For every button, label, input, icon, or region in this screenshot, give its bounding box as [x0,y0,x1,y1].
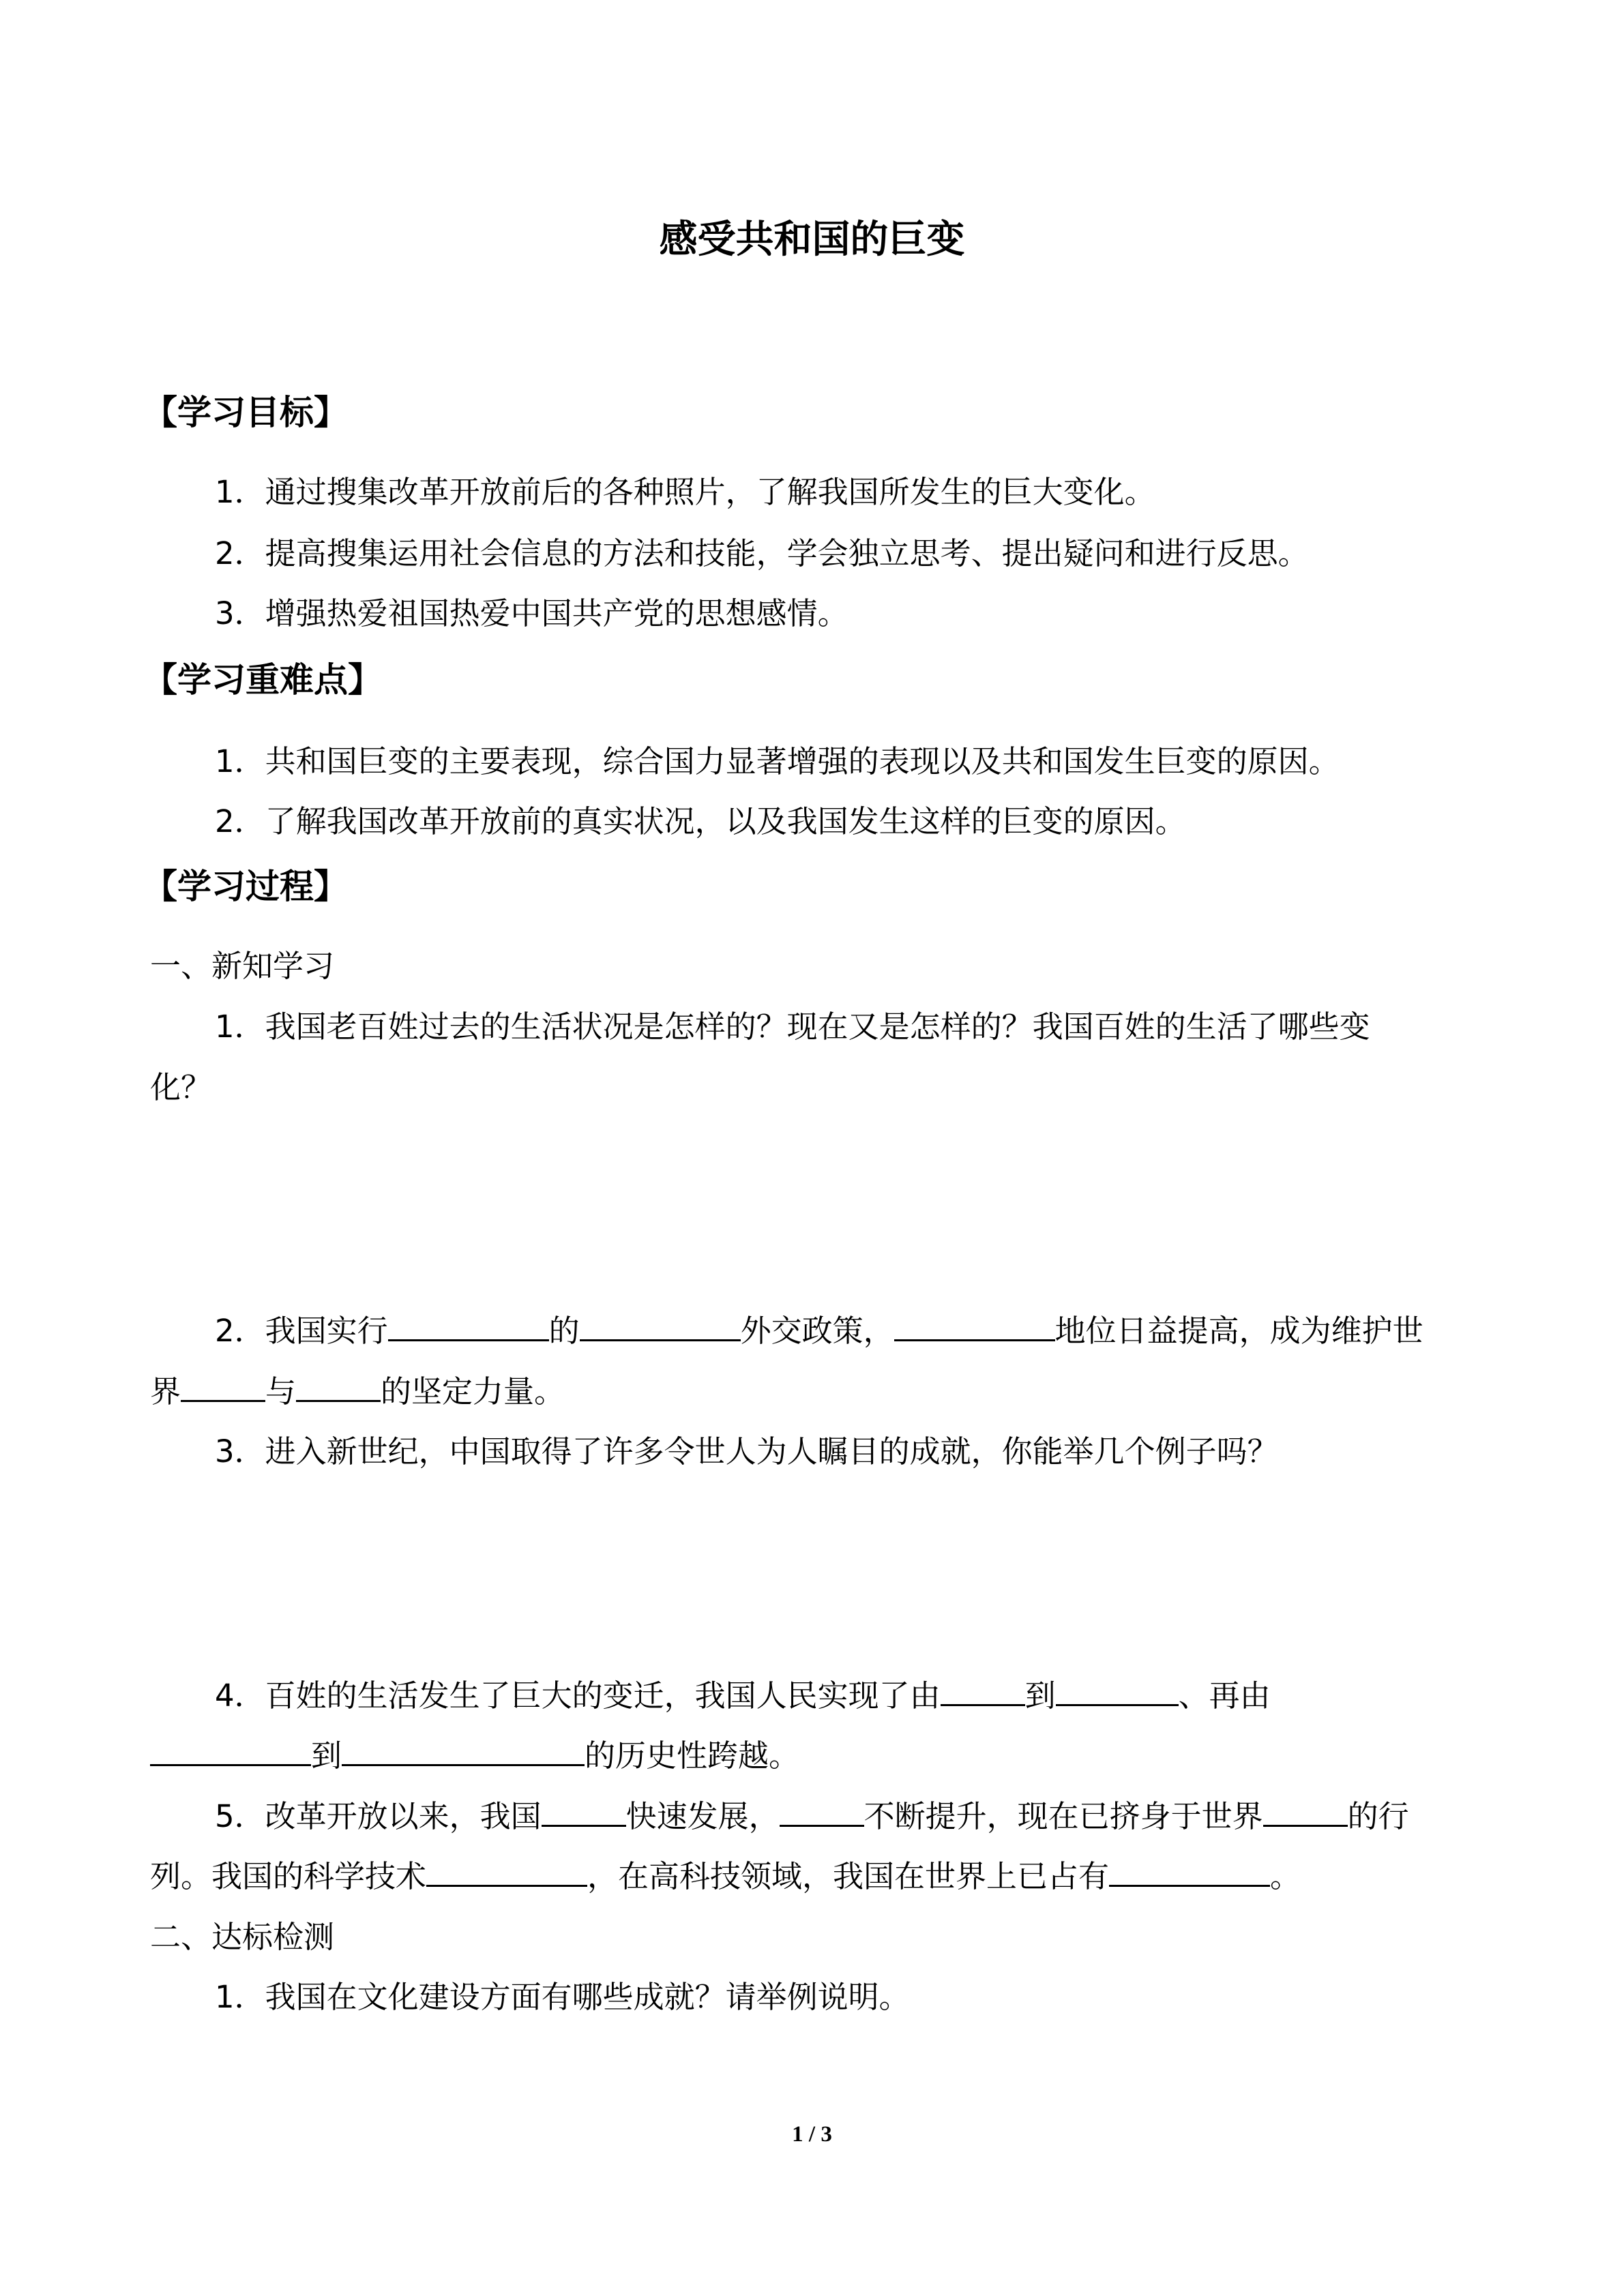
question-1-line-2: 化？ [150,1069,212,1105]
question-2-text: 界 [150,1373,181,1410]
question-4-line-2 [150,1734,799,1778]
fill-blank[interactable] [388,1309,549,1341]
fill-blank[interactable] [894,1309,1055,1341]
fill-blank[interactable] [150,1734,311,1766]
question-2-text: 与 [265,1373,297,1410]
fill-blank[interactable] [426,1855,587,1887]
fill-blank[interactable] [580,1309,741,1341]
part1-title: 一、新知学习 [150,948,335,984]
question-5-text: 5．改革开放以来，我国 [215,1798,542,1834]
question-2-text: 的 [548,1313,580,1349]
question-3: 3．进入新世纪，中国取得了许多令世人为人瞩目的成就，你能举几个例子吗？ [215,1433,1278,1470]
goal-item-1: 1．通过搜集改革开放前后的各种照片，了解我国所发生的巨大变化。 [215,474,1155,510]
part2-title: 二、达标检测 [150,1919,335,1955]
fill-blank[interactable] [296,1370,381,1402]
key-point-item-1: 1．共和国巨变的主要表现，综合国力显著增强的表现以及共和国发生巨变的原因。 [215,743,1340,779]
question-5-text: 列。我国的科学技术 [150,1858,427,1894]
fill-blank[interactable] [542,1795,626,1827]
fill-blank[interactable] [181,1370,265,1402]
section-heading-key-points: 【学习重难点】 [143,660,382,700]
question-4-text: 4．百姓的生活发生了巨大的变迁，我国人民实现了由 [215,1678,941,1714]
question-4-text: 到 [311,1738,342,1774]
page-number: 1 / 3 [792,2122,832,2147]
question-4-line-1 [215,1674,1271,1718]
fill-blank[interactable] [1263,1795,1348,1827]
question-1-line-1: 1．我国老百姓过去的生活状况是怎样的？现在又是怎样的？我国百姓的生活了哪些变 [215,1009,1370,1045]
fill-blank[interactable] [342,1734,585,1766]
question-5-text: 快速发展， [625,1798,780,1834]
test-question-1: 1．我国在文化建设方面有哪些成就？请举例说明。 [215,1979,910,2015]
question-5-line-2 [150,1855,1301,1898]
fill-blank[interactable] [780,1795,864,1827]
document-title: 感受共和国的巨变 [659,218,965,262]
question-2-text: 的坚定力量。 [381,1373,565,1410]
question-5-text: 的行 [1347,1798,1409,1834]
question-2-text: 外交政策， [740,1313,894,1349]
question-4-text: 的历史性跨越。 [585,1738,800,1774]
section-heading-process: 【学习过程】 [143,867,348,906]
goal-item-2: 2．提高搜集运用社会信息的方法和技能，学会独立思考、提出疑问和进行反思。 [215,535,1309,571]
fill-blank[interactable] [1056,1674,1179,1706]
question-4-text: 到 [1024,1678,1056,1714]
fill-blank[interactable] [1109,1855,1270,1887]
fill-blank[interactable] [941,1674,1025,1706]
question-4-text: 、再由 [1178,1678,1271,1714]
question-5-text: 。 [1270,1858,1301,1894]
question-5-text: ，在高科技领域，我国在世界上已占有 [587,1858,1110,1894]
question-2-line-1 [215,1309,1423,1353]
question-5-text: 不断提升，现在已挤身于世界 [863,1798,1263,1834]
question-2-line-2 [150,1370,565,1414]
question-2-text: 地位日益提高，成为维护世 [1054,1313,1423,1349]
section-heading-goals: 【学习目标】 [143,393,348,432]
question-5-line-1 [215,1795,1409,1838]
question-2-text: 2．我国实行 [215,1313,388,1349]
key-point-item-2: 2．了解我国改革开放前的真实状况，以及我国发生这样的巨变的原因。 [215,803,1186,839]
goal-item-3: 3．增强热爱祖国热爱中国共产党的思想感情。 [215,595,848,631]
